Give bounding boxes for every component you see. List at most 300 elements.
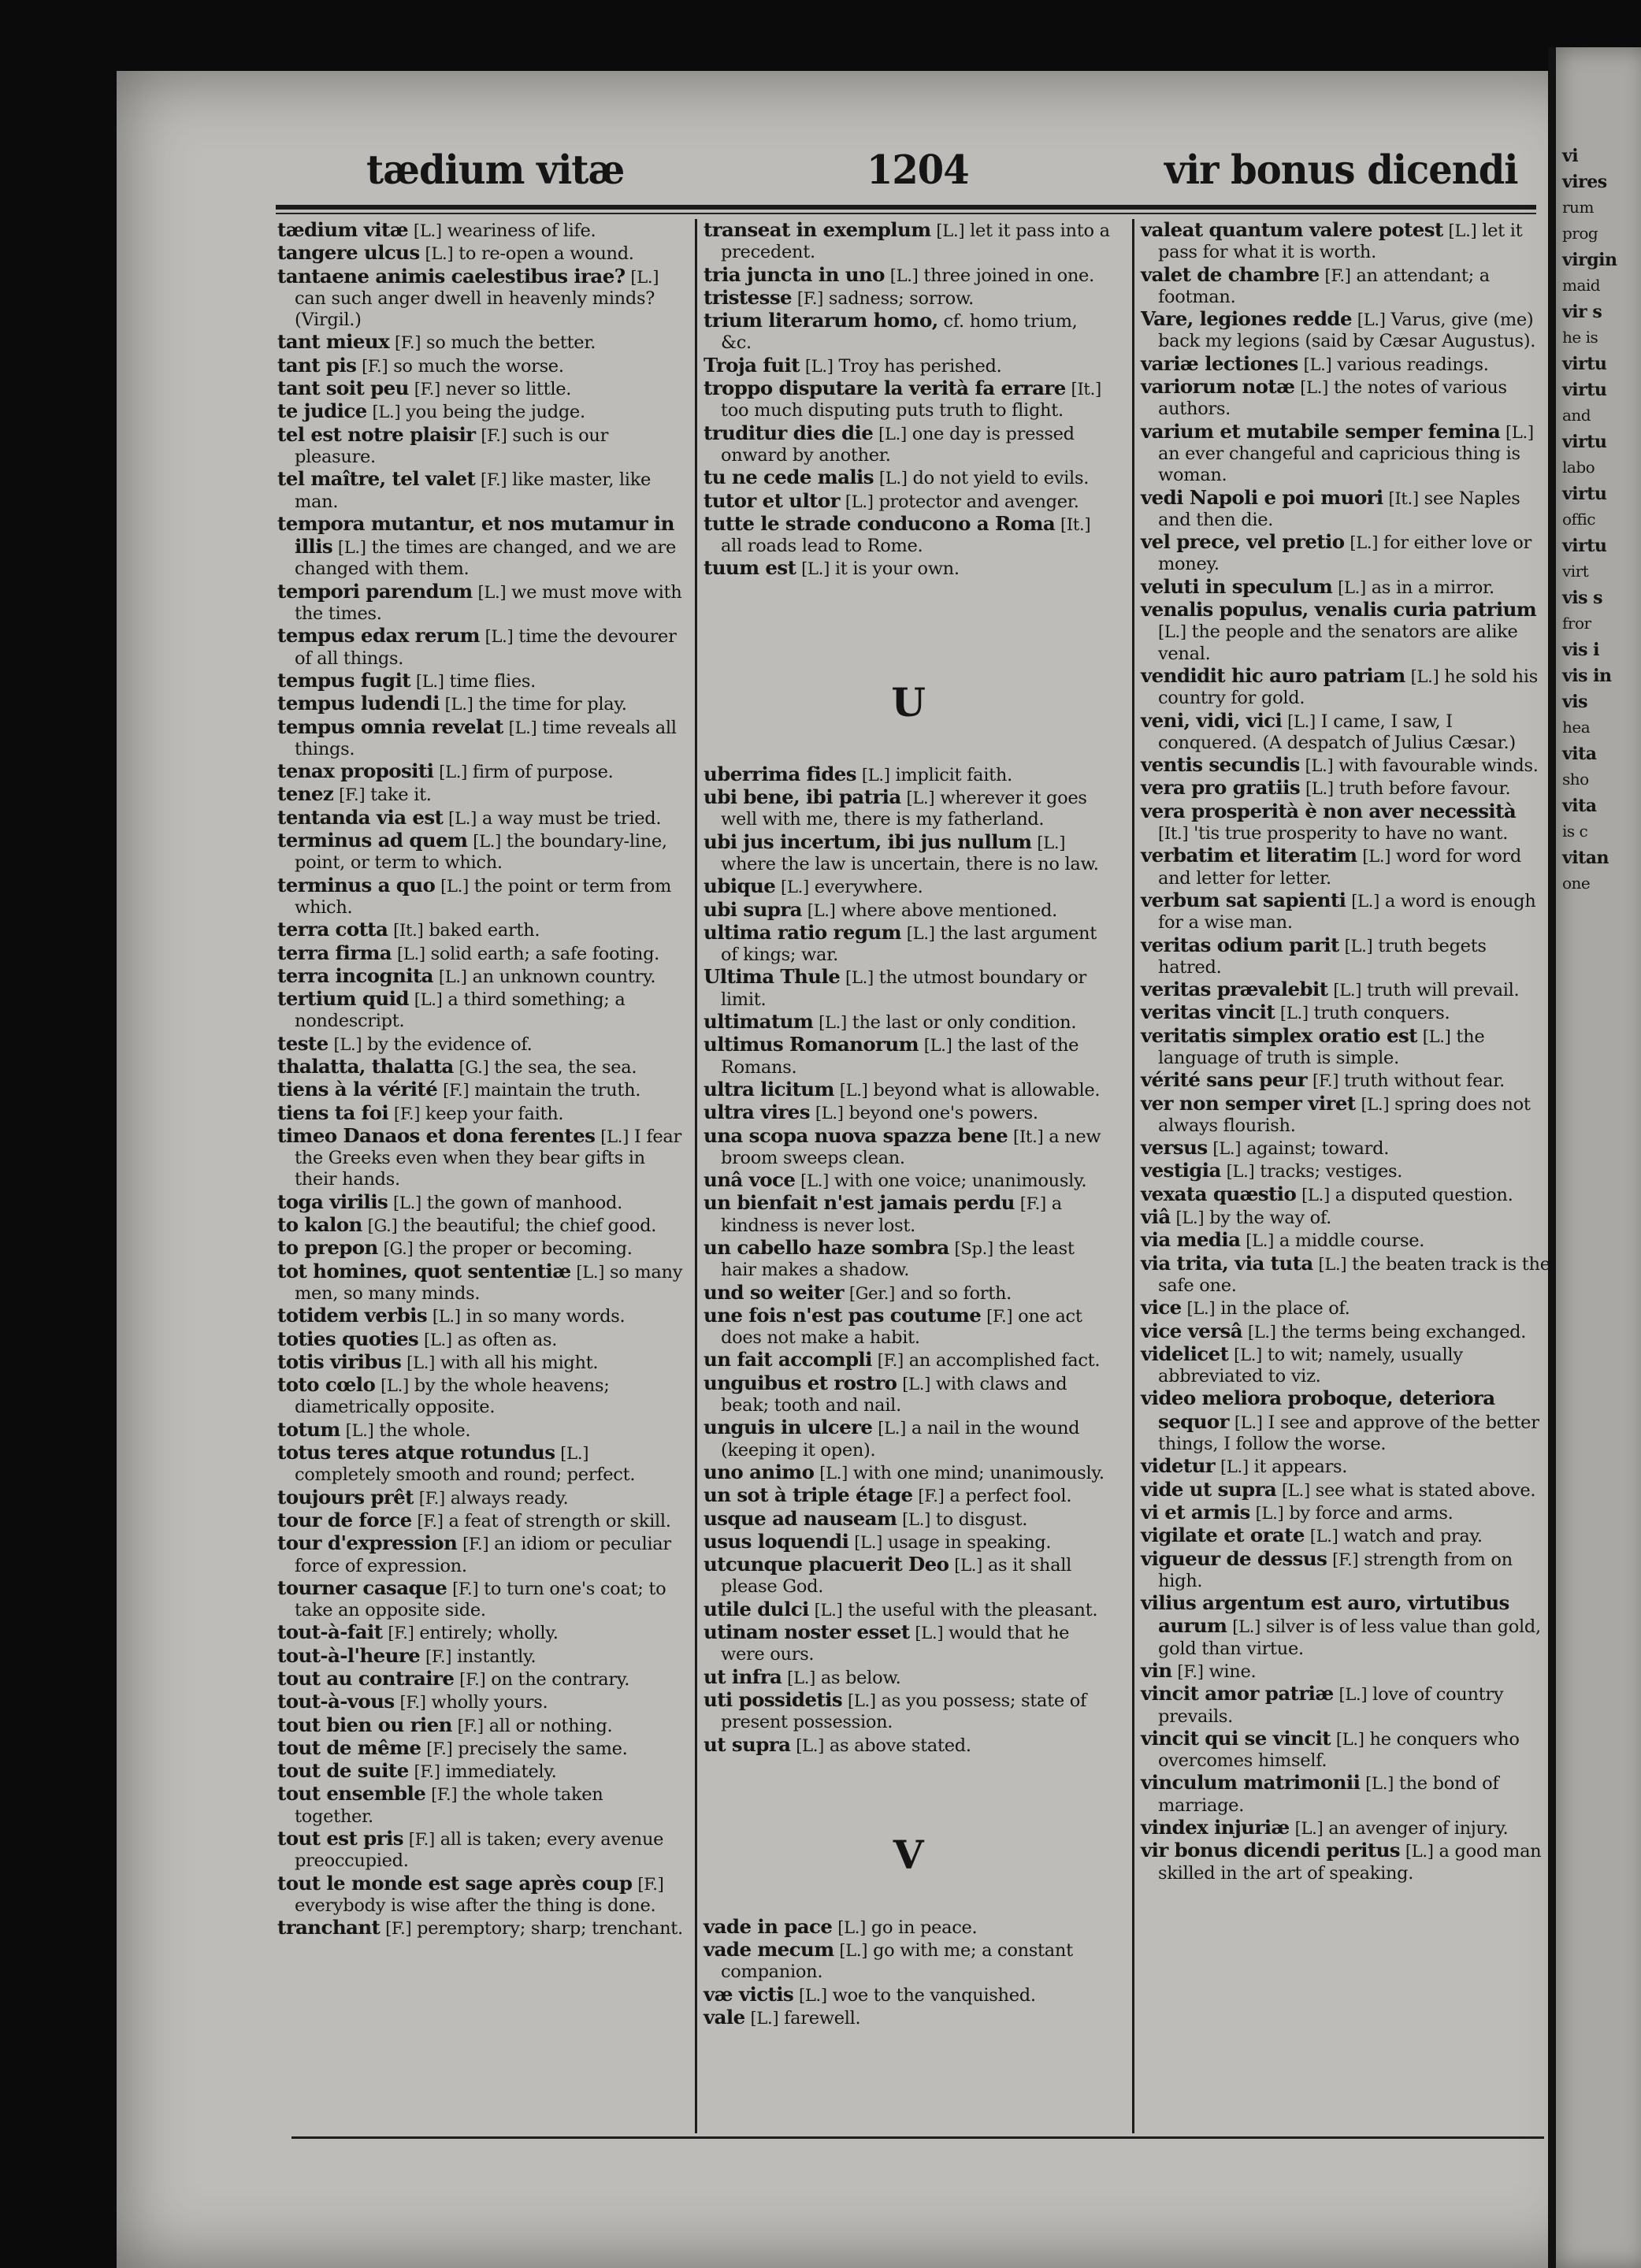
entry-headword: vigueur de dessus	[1141, 1546, 1327, 1570]
entry-headword: ubi jus incertum, ibi jus nullum	[704, 830, 1032, 853]
entry-headword: unâ voce	[704, 1168, 796, 1192]
entry-language: [F.]	[1312, 1071, 1339, 1091]
entry-definition: it appears.	[1253, 1457, 1348, 1478]
entry-headword: tuum est	[704, 556, 796, 580]
entry-language: [L.]	[915, 1624, 944, 1643]
dictionary-entry	[1141, 308, 1550, 353]
column-divider-1	[695, 219, 697, 2133]
dictionary-entry	[704, 1305, 1113, 1349]
entry-definition: it is your own.	[834, 559, 960, 580]
entry-definition: time the devourer of all things.	[295, 626, 677, 669]
entry-definition: wine.	[1208, 1661, 1257, 1682]
entry-headword: tout-à-l'heure	[277, 1643, 421, 1667]
dictionary-entry	[704, 1461, 1113, 1484]
entry-headword: tempus fugit	[277, 668, 411, 692]
entry-language: [L.]	[439, 763, 467, 782]
dictionary-entry	[277, 1577, 687, 1622]
dictionary-entry	[1141, 1839, 1550, 1884]
entry-language: [L.]	[333, 1034, 362, 1054]
entry-headword: teste	[277, 1031, 329, 1055]
entry-headword: une fois n'est pas coutume	[704, 1303, 982, 1327]
dictionary-entry	[1141, 599, 1550, 665]
entry-definition: one day is pressed onward by another.	[721, 423, 1075, 466]
dictionary-entry	[1141, 800, 1550, 845]
entry-definition: so many men, so many minds.	[295, 1261, 683, 1304]
entry-headword: totum	[277, 1417, 340, 1441]
entry-definition: the beautiful; the chief good.	[403, 1216, 657, 1237]
entry-definition: in so many words.	[466, 1306, 626, 1327]
entry-language: [L.]	[473, 832, 502, 852]
adjacent-page-fragment: sho	[1562, 770, 1589, 789]
entry-language: [F.]	[417, 1511, 444, 1531]
entry-definition: sadness; sorrow.	[828, 288, 974, 309]
dictionary-entry	[1141, 1524, 1550, 1547]
entry-definition: time flies.	[449, 670, 536, 692]
dictionary-entry	[277, 400, 687, 423]
entry-headword: ventis secundis	[1141, 753, 1300, 777]
entry-headword: verbatim et literatim	[1141, 844, 1357, 867]
entry-language: [F.]	[385, 1919, 412, 1939]
dictionary-entry	[1141, 978, 1550, 1001]
entry-definition: the point or term from which.	[295, 875, 672, 918]
entry-headword: vincit qui se vincit	[1141, 1726, 1331, 1750]
entry-language: [L.]	[423, 1330, 452, 1349]
entry-definition: as above stated.	[829, 1735, 971, 1756]
dictionary-entry	[277, 1125, 687, 1191]
entry-headword: tutor et ultor	[704, 488, 840, 512]
entry-definition: strength from on high.	[1158, 1549, 1513, 1591]
entry-definition: entirely; wholly.	[419, 1623, 559, 1644]
dictionary-entry	[1141, 1592, 1550, 1660]
adjacent-page-fragment: vir s	[1562, 302, 1602, 322]
entry-definition: let it pass into a precedent.	[721, 221, 1110, 263]
dictionary-entry	[277, 670, 687, 692]
entry-definition: to disgust.	[935, 1509, 1028, 1530]
entry-language: [L.]	[807, 900, 836, 920]
entry-definition: the sea, the sea.	[494, 1056, 637, 1078]
entry-definition: all roads lead to Rome.	[721, 536, 923, 557]
entry-definition: a middle course.	[1279, 1231, 1425, 1252]
entry-language: [F.]	[426, 1739, 453, 1758]
dictionary-entry	[1141, 1137, 1550, 1160]
entry-definition: a kindness is never lost.	[721, 1193, 1062, 1236]
entry-headword: te judice	[277, 399, 367, 423]
entry-definition: three joined in one.	[923, 265, 1094, 286]
entry-language: [L.]	[906, 923, 935, 943]
entry-definition: a new broom sweeps clean.	[721, 1126, 1101, 1168]
entry-language: [Ger.]	[848, 1283, 896, 1303]
dictionary-entry	[1141, 934, 1550, 979]
entry-definition: by the way of.	[1209, 1208, 1331, 1229]
entry-definition: he sold his country for gold.	[1158, 666, 1539, 709]
entry-definition: the proper or becoming.	[418, 1238, 633, 1260]
entry-language: [It.]	[1388, 488, 1419, 508]
entry-language: [L.]	[576, 1262, 605, 1282]
dictionary-entry	[1141, 1025, 1550, 1070]
adjacent-page-fragment: virt	[1562, 562, 1589, 581]
entry-headword: vel prece, vel pretio	[1141, 530, 1345, 554]
entry-definition: the gown of manhood.	[426, 1192, 622, 1213]
entry-definition: truth will prevail.	[1366, 980, 1520, 1001]
entry-headword: toto cœlo	[277, 1373, 376, 1397]
entry-language: [L.]	[819, 1013, 847, 1033]
column-3	[1141, 219, 1550, 1884]
entry-definition: with one mind; unanimously.	[852, 1462, 1105, 1483]
dictionary-entry	[277, 377, 687, 400]
entry-definition: everywhere.	[814, 877, 923, 898]
dictionary-entry	[704, 557, 1113, 580]
entry-headword: veluti in speculum	[1141, 574, 1333, 598]
dictionary-entry	[704, 831, 1113, 876]
entry-definition: various readings.	[1337, 354, 1489, 375]
dictionary-entry	[704, 1169, 1113, 1192]
entry-definition: the useful with the pleasant.	[848, 1599, 1098, 1620]
entry-language: [L.]	[438, 967, 467, 986]
dictionary-entry	[1141, 353, 1550, 376]
entry-language: [L.]	[936, 221, 965, 240]
entry-headword: una scopa nuova spazza bene	[704, 1123, 1008, 1147]
dictionary-entry	[1141, 1387, 1550, 1455]
entry-headword: to prepon	[277, 1236, 378, 1260]
entry-headword: tiens ta foi	[277, 1101, 389, 1124]
entry-headword: unguis in ulcere	[704, 1416, 873, 1439]
dictionary-entry	[277, 331, 687, 354]
entry-definition: a good man skilled in the art of speaking.	[1158, 1841, 1542, 1884]
entry-headword: tour de force	[277, 1508, 412, 1531]
dictionary-entry	[1141, 1069, 1550, 1092]
dictionary-entry	[1141, 777, 1550, 800]
entry-definition: time reveals all things.	[295, 717, 677, 759]
dictionary-entry	[704, 2006, 1113, 2029]
entry-definition: farewell.	[784, 2008, 861, 2029]
dictionary-entry	[277, 354, 687, 377]
entry-language: [L.]	[630, 267, 659, 287]
entry-language: [L.]	[1309, 1527, 1338, 1546]
dictionary-entry	[277, 1260, 687, 1305]
entry-headword: tel maître, tel valet	[277, 467, 476, 491]
entry-headword: tria juncta in uno	[704, 262, 885, 286]
entry-language: [L.]	[1255, 1503, 1284, 1523]
entry-language: [L.]	[1247, 1322, 1276, 1342]
entry-language: [L.]	[1362, 847, 1391, 867]
entry-headword: ultimatum	[704, 1010, 814, 1034]
entry-headword: utinam noster esset	[704, 1620, 910, 1644]
entry-language: [L.]	[1279, 1004, 1309, 1023]
dictionary-entry	[277, 874, 687, 919]
dictionary-entry	[277, 760, 687, 783]
entry-definition: beyond one's powers.	[848, 1103, 1038, 1124]
entry-headword: vedi Napoli e poi muori	[1141, 485, 1383, 509]
entry-headword: videlicet	[1141, 1342, 1229, 1365]
entry-language: [L.]	[477, 582, 507, 602]
dictionary-entry	[277, 919, 687, 941]
entry-definition: with all his might.	[440, 1352, 599, 1373]
adjacent-page-fragment: vita	[1562, 744, 1597, 764]
entry-definition: an ever changeful and capricious thing is woman.	[1158, 443, 1520, 486]
entry-headword: væ victis	[704, 1982, 794, 2006]
adjacent-page-fragment: vi	[1562, 146, 1579, 166]
dictionary-entry	[1141, 1683, 1550, 1728]
entry-headword: vilius argentum est auro, virtutibus aurum	[1141, 1591, 1509, 1638]
entry-headword: tout est pris	[277, 1827, 403, 1850]
adjacent-page-fragment: virgin	[1562, 250, 1617, 270]
entry-headword: tertium quid	[277, 987, 409, 1011]
adjacent-page-fragment: vis i	[1562, 640, 1600, 660]
dictionary-entry	[277, 513, 687, 581]
entry-language: [L.]	[1351, 891, 1380, 911]
entry-definition: Varus, give (me) back my legions (said by Cæsar Augustus).	[1158, 310, 1536, 352]
section-letter-v: V	[893, 1831, 924, 1878]
adjacent-page-fragment: virtu	[1562, 484, 1607, 504]
entry-headword: vincit amor patriæ	[1141, 1682, 1334, 1706]
dictionary-entry	[704, 1101, 1113, 1124]
entry-headword: uberrima fides	[704, 762, 856, 785]
entry-language: [L.]	[407, 1353, 435, 1372]
entry-headword: tempora mutantur, et nos mutamur in illis	[277, 511, 674, 559]
dictionary-entry	[704, 310, 1113, 354]
column-2	[704, 219, 1113, 2029]
dictionary-entry	[704, 1078, 1113, 1101]
entry-headword: vin	[1141, 1659, 1172, 1682]
entry-headword: ut supra	[704, 1732, 791, 1756]
entry-headword: tenax propositi	[277, 759, 434, 783]
entry-headword: uti possidetis	[704, 1687, 843, 1711]
dictionary-entry	[1141, 1548, 1550, 1593]
entry-definition: truth before favour.	[1338, 778, 1511, 800]
entry-headword: ultra licitum	[704, 1077, 834, 1101]
entry-headword: Ultima Thule	[704, 965, 841, 989]
entry-headword: tout-à-vous	[277, 1690, 395, 1713]
dictionary-entry	[704, 1689, 1113, 1734]
dictionary-entry	[277, 830, 687, 874]
dictionary-entry	[704, 219, 1113, 264]
header-rule-thin	[276, 213, 1536, 214]
entry-definition: would that he were ours.	[721, 1623, 1070, 1665]
dictionary-entry	[277, 1419, 687, 1442]
dictionary-entry	[704, 1984, 1113, 2006]
dictionary-entry	[704, 264, 1113, 287]
entry-language: [L.]	[414, 990, 443, 1010]
adjacent-page-fragment: and	[1562, 406, 1591, 425]
dictionary-entry	[1141, 1455, 1550, 1478]
entry-language: [F.]	[1177, 1662, 1204, 1681]
entry-language: [L.]	[801, 559, 830, 579]
dictionary-entry	[1141, 219, 1550, 264]
entry-definition: keep your faith.	[425, 1103, 564, 1124]
dictionary-entry	[1141, 531, 1550, 576]
entry-language: [L.]	[750, 2009, 779, 2028]
entry-headword: veritas vincit	[1141, 1000, 1275, 1024]
entry-definition: by force and arms.	[1289, 1502, 1454, 1524]
entry-language: [F.]	[918, 1487, 945, 1506]
entry-headword: veritatis simplex oratio est	[1141, 1023, 1417, 1047]
page-number: 1204	[867, 147, 969, 194]
dictionary-entry	[1141, 576, 1550, 599]
entry-definition: precisely the same.	[458, 1738, 628, 1759]
entry-definition: completely smooth and round; perfect.	[295, 1464, 636, 1486]
entry-language: [L.]	[1186, 1299, 1216, 1319]
entry-headword: variorum notæ	[1141, 375, 1295, 399]
dictionary-entry	[277, 1509, 687, 1532]
entry-language: [F.]	[986, 1306, 1013, 1326]
entry-language: [L.]	[815, 1104, 844, 1123]
footer-rule	[291, 2136, 1544, 2139]
entry-headword: vindex injuriæ	[1141, 1816, 1290, 1839]
dictionary-entry	[1141, 1297, 1550, 1320]
dictionary-entry	[704, 875, 1113, 898]
entry-headword: venalis populus, venalis curia patrium	[1141, 598, 1537, 622]
entry-definition: the boundary-line, point, or term to which.	[295, 831, 667, 874]
dictionary-entry	[277, 988, 687, 1033]
adjacent-page-fragment: is c	[1562, 822, 1588, 841]
entry-language: [L.]	[1158, 622, 1186, 642]
running-head-right: vir bonus dicendi	[1164, 147, 1518, 194]
dictionary-entry	[1141, 844, 1550, 889]
entry-headword: ubique	[704, 874, 776, 898]
entry-headword: tangere ulcus	[277, 241, 420, 265]
entry-definition: see Naples and then die.	[1158, 488, 1520, 530]
entry-definition: let it pass for what it is worth.	[1158, 221, 1523, 263]
entry-definition: go with me; a constant companion.	[721, 1940, 1073, 1983]
entry-definition: truth without fear.	[1344, 1071, 1505, 1092]
entry-definition: the beaten track is the safe one.	[1158, 1253, 1550, 1296]
dictionary-entry	[277, 965, 687, 988]
adjacent-page-fragment: virtu	[1562, 536, 1607, 556]
adjacent-page-fragment: he is	[1562, 328, 1598, 347]
adjacent-page-fragment: maid	[1562, 276, 1601, 295]
dictionary-entry	[277, 1237, 687, 1260]
entry-headword: vice	[1141, 1296, 1182, 1320]
entry-language: [G.]	[383, 1239, 414, 1259]
entry-definition: as you possess; state of present possession.	[721, 1690, 1086, 1733]
dictionary-entry	[1141, 1093, 1550, 1138]
entry-definition: 'tis true prosperity to have no want.	[1194, 823, 1509, 844]
entry-headword: toujours prêt	[277, 1485, 414, 1509]
entry-language: [L.]	[799, 1985, 827, 2005]
entry-definition: I fear the Greeks even when they bear gifts in their hands.	[295, 1126, 681, 1190]
entry-headword: tout au contraire	[277, 1667, 455, 1690]
entry-definition: go in peace.	[871, 1917, 978, 1938]
entry-headword: thalatta, thalatta	[277, 1054, 454, 1078]
entry-headword: ubi supra	[704, 897, 802, 921]
section-letter-u: U	[891, 678, 926, 726]
entry-definition: word for word and letter for letter.	[1158, 846, 1521, 889]
entry-headword: tant soit peu	[277, 377, 409, 400]
entry-headword: varium et mutabile semper femina	[1141, 419, 1501, 443]
entry-headword: totis viribus	[277, 1349, 402, 1373]
adjacent-page-fragment: virtu	[1562, 380, 1607, 400]
dictionary-entry	[277, 1873, 687, 1917]
entry-definition: maintain the truth.	[474, 1080, 641, 1101]
entry-language: [L.]	[1301, 1185, 1330, 1205]
entry-language: [L.]	[381, 1376, 409, 1396]
dictionary-entry	[704, 1621, 1113, 1666]
entry-headword: vide ut supra	[1141, 1477, 1277, 1501]
dictionary-entry	[704, 1034, 1113, 1078]
entry-definition: all or nothing.	[488, 1715, 613, 1736]
dictionary-entry	[277, 1191, 687, 1214]
entry-definition: never so little.	[445, 379, 572, 400]
entry-headword: tranchant	[277, 1916, 381, 1939]
entry-definition: where the law is uncertain, there is no law.	[721, 853, 1099, 874]
entry-headword: un bienfait n'est jamais perdu	[704, 1191, 1015, 1215]
dictionary-entry	[704, 513, 1113, 558]
dictionary-entry	[1141, 710, 1550, 755]
entry-definition: so much the better.	[425, 332, 596, 354]
running-head-left: tædium vitæ	[366, 147, 625, 194]
dictionary-entry	[277, 1668, 687, 1691]
entry-language: [L.]	[396, 944, 425, 963]
dictionary-entry	[277, 424, 687, 469]
entry-definition: the language of truth is simple.	[1158, 1026, 1485, 1068]
entry-headword: verbum sat sapienti	[1141, 888, 1346, 911]
entry-definition: in the place of.	[1220, 1298, 1350, 1320]
dictionary-entry	[277, 1078, 687, 1101]
entry-language: [L.]	[1361, 1094, 1390, 1114]
entry-language: [L.]	[1220, 1457, 1249, 1477]
dictionary-entry	[704, 287, 1113, 310]
dictionary-entry	[277, 1714, 687, 1737]
entry-language: [L.]	[902, 1374, 931, 1394]
dictionary-entry	[704, 1553, 1113, 1598]
entry-definition: and so forth.	[900, 1282, 1012, 1304]
entry-headword: tenez	[277, 782, 334, 806]
entry-language: [F.]	[877, 1351, 904, 1371]
dictionary-entry	[1141, 1343, 1550, 1388]
entry-headword: usque ad nauseam	[704, 1506, 897, 1530]
dictionary-entry	[704, 1531, 1113, 1553]
dictionary-entry	[277, 1102, 687, 1125]
column-divider-2	[1132, 219, 1134, 2133]
entry-language: [L.]	[1234, 1345, 1262, 1364]
entry-language: [L.]	[1037, 833, 1066, 852]
dictionary-entry	[277, 581, 687, 625]
dictionary-entry	[277, 1305, 687, 1327]
entry-language: [L.]	[878, 469, 908, 488]
entry-language: [L.]	[861, 765, 890, 785]
dictionary-entry	[704, 1282, 1113, 1305]
entry-language: [L.]	[425, 244, 454, 264]
entry-definition: baked earth.	[429, 920, 540, 941]
entry-headword: tempus edax rerum	[277, 624, 480, 648]
entry-definition: with claws and beak; tooth and nail.	[721, 1373, 1067, 1416]
entry-definition: peremptory; sharp; trenchant.	[417, 1918, 683, 1939]
entry-language: [L.]	[560, 1444, 589, 1464]
dictionary-entry	[277, 1351, 687, 1374]
entry-language: [F.]	[796, 288, 824, 308]
entry-language: [It.]	[1013, 1127, 1044, 1146]
entry-language: [It.]	[393, 921, 424, 941]
dictionary-entry	[704, 1125, 1113, 1170]
dictionary-entry	[277, 716, 687, 761]
entry-headword: tourner casaque	[277, 1576, 447, 1599]
entry-definition: the terms being exchanged.	[1281, 1321, 1527, 1342]
entry-language: [L.]	[372, 403, 401, 422]
entry-headword: tempus ludendi	[277, 692, 440, 715]
entry-definition: the time for play.	[478, 694, 627, 715]
entry-language: [F.]	[425, 1646, 452, 1666]
entry-headword: tour d'expression	[277, 1531, 458, 1555]
entry-definition: do not yield to evils.	[912, 468, 1090, 489]
adjacent-page-fragment: vita	[1562, 796, 1597, 816]
dictionary-entry	[1141, 1160, 1550, 1182]
dictionary-entry	[704, 922, 1113, 967]
entry-language: [F.]	[443, 1081, 470, 1101]
entry-definition: I came, I saw, I conquered. (A despatch of Julius Cæsar.)	[1158, 711, 1516, 753]
entry-definition: against; toward.	[1246, 1138, 1390, 1160]
entry-definition: I see and approve of the better things, I follow the worse.	[1158, 1412, 1539, 1455]
entry-definition: as below.	[820, 1667, 901, 1688]
